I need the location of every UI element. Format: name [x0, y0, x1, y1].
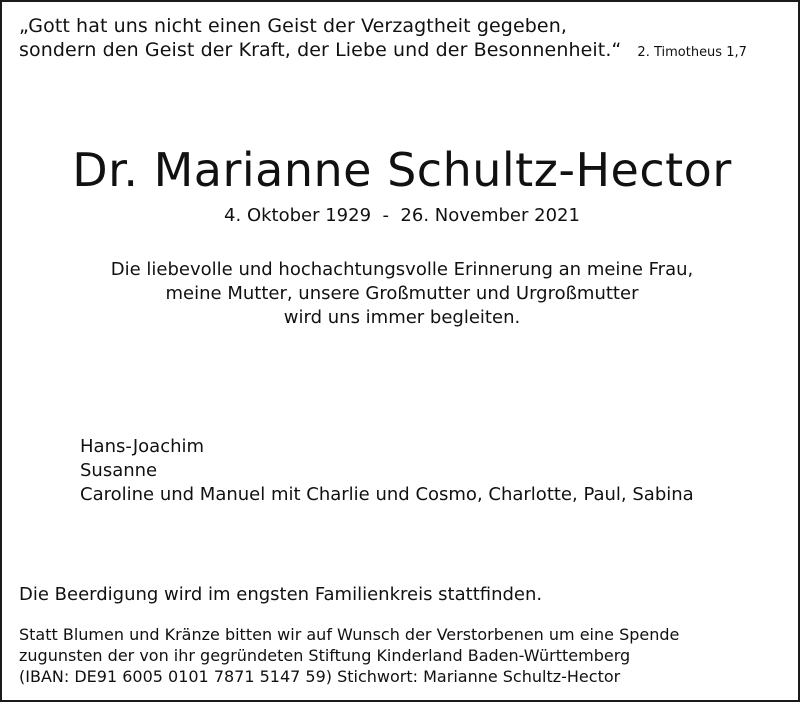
funeral-notice: Die Beerdigung wird im engsten Familienkreis stattfinden.: [19, 584, 543, 605]
quote-line-1: „Gott hat uns nicht einen Geist der Verzagtheit gegeben,: [19, 15, 567, 37]
donation-request: [19, 624, 789, 687]
donation-line-3: (IBAN: DE91 6005 0101 7871 5147 59) Stichwort: Marianne Schultz-Hector: [19, 667, 621, 686]
tribute-text: [2, 258, 800, 330]
family-member-2: Susanne: [80, 460, 158, 481]
tribute-line-3: wird uns immer begleiten.: [283, 307, 521, 328]
life-dates: 4. Oktober 1929 - 26. November 2021: [224, 205, 580, 226]
quote-line-2-text: sondern den Geist der Kraft, der Liebe und der Besonnenheit.“: [19, 39, 622, 61]
bible-quote: [19, 14, 789, 65]
donation-line-1: Statt Blumen und Kränze bitten wir auf Wunsch der Verstorbenen um eine Spende: [19, 625, 680, 644]
family-signatures: [80, 435, 790, 507]
tribute-line-1: Die liebevolle und hochachtungsvolle Erinnerung an meine Frau,: [110, 259, 694, 280]
family-member-1: Hans-Joachim: [80, 436, 205, 457]
quote-reference: 2. Timotheus 1,7: [637, 45, 747, 60]
family-member-3: Caroline und Manuel mit Charlie und Cosmo, Charlotte, Paul, Sabina: [80, 484, 694, 505]
tribute-line-2: meine Mutter, unsere Großmutter und Urgroßmutter: [165, 283, 639, 304]
donation-line-2: zugunsten der von ihr gegründeten Stiftung Kinderland Baden-Württemberg: [19, 646, 631, 665]
quote-line-2: [19, 38, 789, 65]
deceased-name: Dr. Marianne Schultz-Hector: [72, 143, 732, 197]
